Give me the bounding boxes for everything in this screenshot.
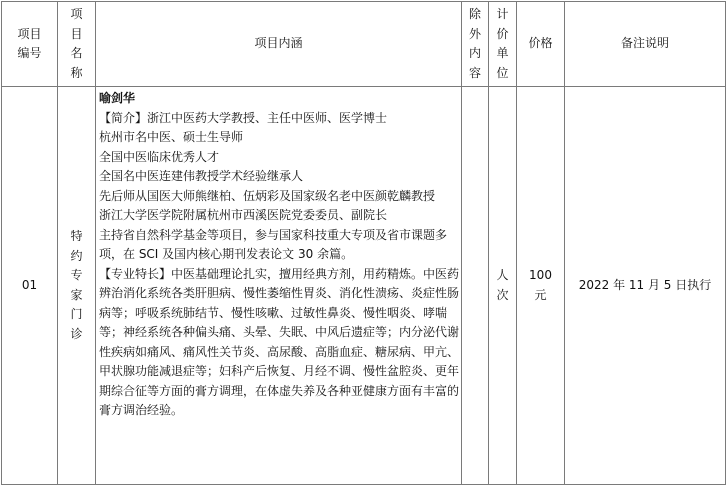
header-unit: 计价单位 [489, 2, 517, 87]
doctor-name: 喻剑华 [99, 91, 136, 105]
header-name: 项目名称 [58, 2, 96, 87]
specialty-text: 【专业特长】中医基础理论扎实，擅用经典方剂，用药精炼。中医药辨治消化系统各类肝胆病、慢性萎缩性胃炎、消化性溃疡、炎症性肠病等；呼吸系统肺结节、慢性咳嗽、过敏性鼻炎、慢性咽炎、哮喘等；神经系统各种偏头痛、头晕、失眠、中风后遗症等；内分泌代谢性疾病如痛风、痛风性关节炎、高尿酸、高脂血症、糖尿病、甲亢、甲状腺功能减退症等；妇科产后恢复、月经不调、慢性盆腔炎、更年期综合征等方面的膏方调理，在体虚失养及各种亚健康方面有丰富的膏方调治经验。 [99, 266, 460, 417]
intro-line: 全国中医临床优秀人才 [99, 149, 220, 164]
header-remarks: 备注说明 [565, 2, 726, 87]
row-price: 100元 [517, 87, 565, 485]
table-row [2, 87, 726, 485]
intro-line: 先后师从国医大师熊继柏、伍炳彩及国家级名老中医颜乾麟教授 [99, 188, 436, 203]
intro-line: 浙江大学医学院附属杭州市西溪医院党委委员、副院长 [99, 208, 388, 222]
price-table [1, 1, 726, 485]
header-exclusions: 除外内容 [462, 2, 489, 87]
header-price: 价格 [517, 2, 565, 87]
header-row [2, 2, 726, 87]
row-unit: 人次 [489, 87, 517, 485]
row-name: 特约专家门诊 [58, 87, 96, 485]
row-remarks: 2022 年 11 月 5 日执行 [565, 87, 726, 485]
intro-line: 【简介】浙江中医药大学教授、主任中医师、医学博士 [99, 110, 388, 125]
row-code: 01 [2, 87, 58, 485]
intro-line: 杭州市名中医、硕士生导师 [99, 130, 244, 144]
intro-line: 全国名中医连建伟教授学术经验继承人 [99, 169, 304, 183]
header-code: 项目编号 [2, 2, 58, 87]
row-exclusions [462, 87, 489, 485]
row-content [96, 87, 462, 485]
intro-line: 主持省自然科学基金等项目，参与国家科技重大专项及省市课题多项，在 SCI 及国内核心期刊发表论文 30 余篇。 [99, 227, 448, 261]
header-content: 项目内涵 [96, 2, 462, 87]
